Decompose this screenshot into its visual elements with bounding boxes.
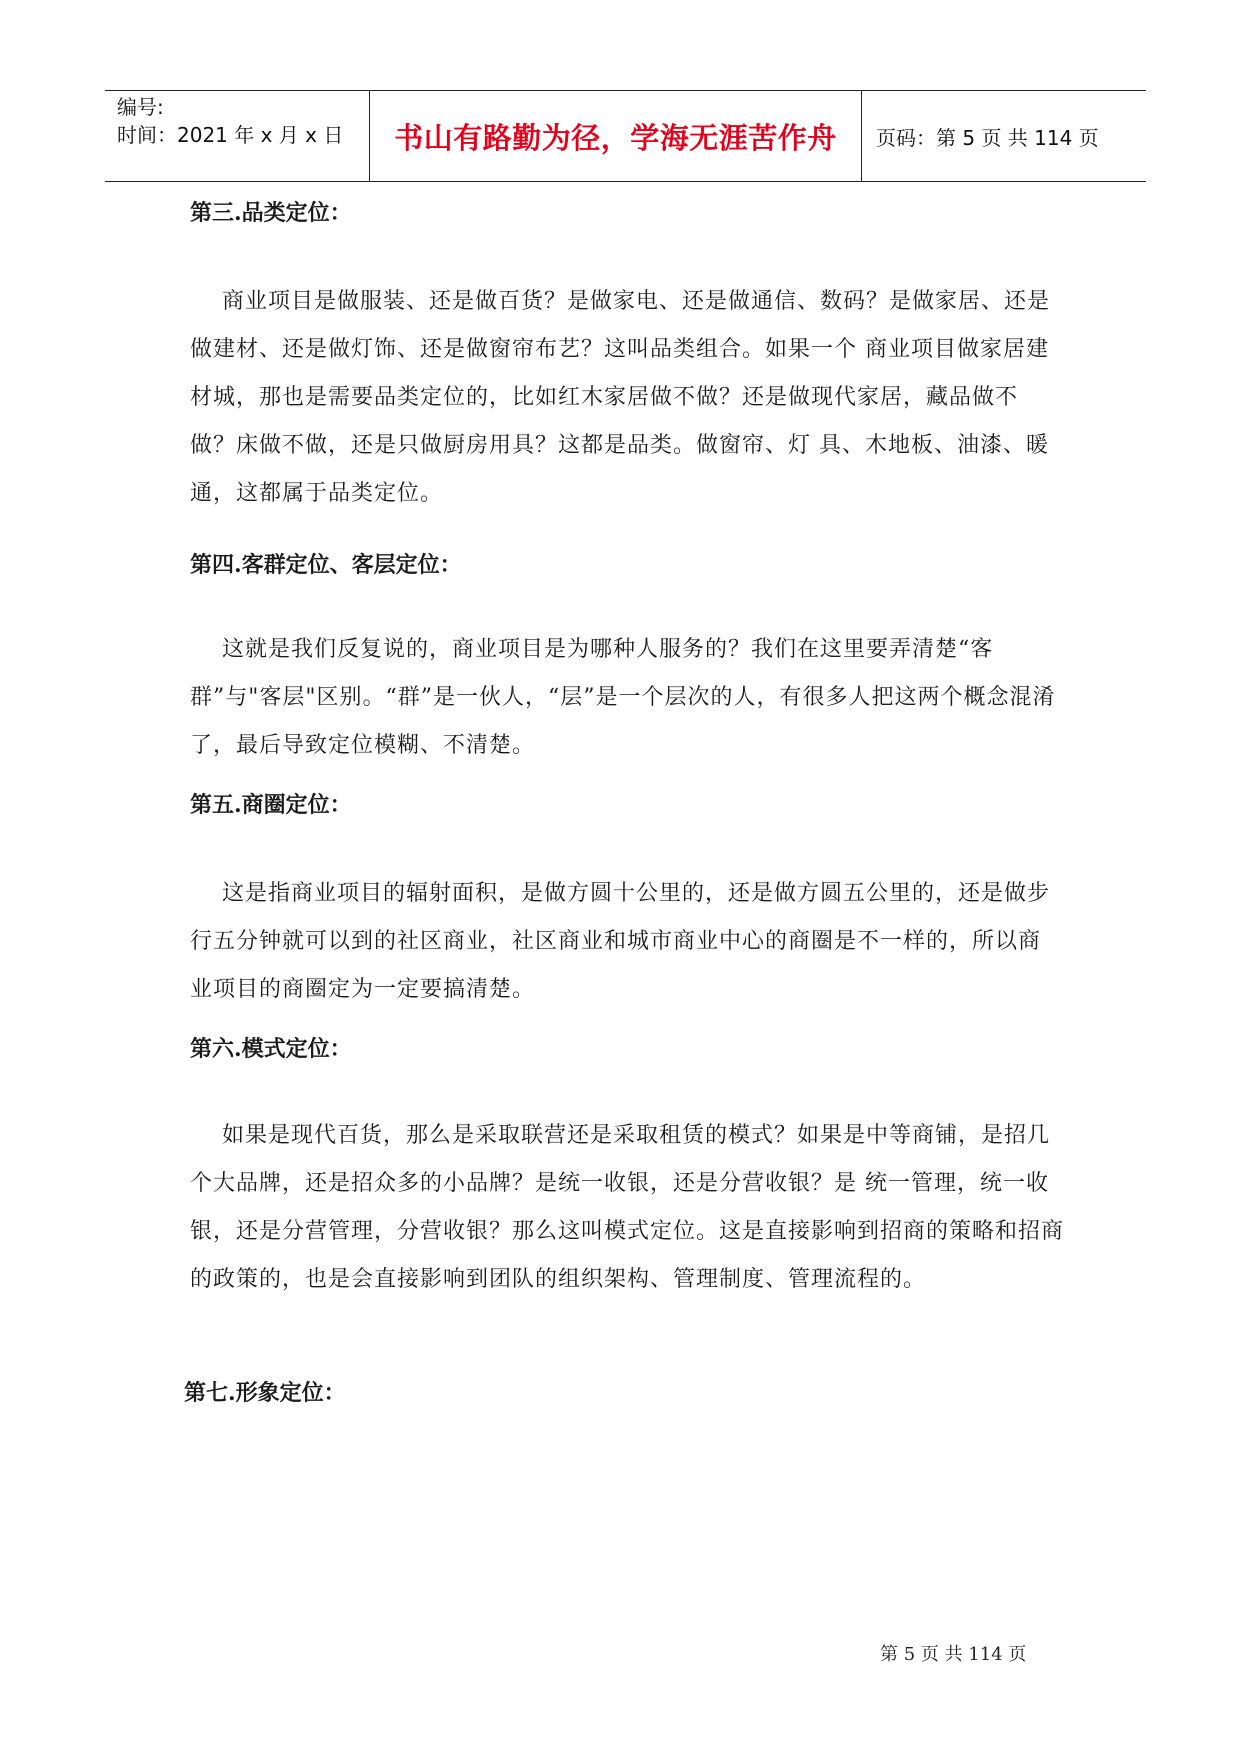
section-body: 商业项目是做服装、还是做百货？是做家电、还是做通信、数码？是做家居、还是做建材、还是做灯饰、还是做窗帘布艺？这叫品类组合。如果一个 商业项目做家居建材城，那也是需要品类定位的，比如红木家居做不做？还是做现代家居，藏品做不做？床做不做，还是只做厨房用具？这都是品类。做窗帘、灯 具、木地板、油漆、暖通，这都属于品类定位。 (190, 289, 1051, 506)
time-label: 时间：2021 年 x 月 x 日 (117, 123, 344, 147)
serial-label: 编号: (117, 95, 164, 119)
section-body: 这是指商业项目的辐射面积，是做方圆十公里的，还是做方圆五公里的，还是做步行五分钟就可以到的社区商业，社区商业和城市商业中心的商圈是不一样的，所以商业项目的商圈定为一定要搞清楚。 (190, 881, 1051, 1002)
section-heading: 第七.形象定位： (184, 1380, 346, 1406)
section-heading: 第三.品类定位： (190, 200, 352, 226)
section-body: 如果是现代百货，那么是采取联营还是采取租赁的模式？如果是中等商铺，是招几个大品牌，还是招众多的小品牌？是统一收银，还是分营收银？是 统一管理，统一收银，还是分营管理，分营收银？那么这叫模式定位。这是直接影响到招商的策略和招商的政策的，也是会直接影响到团队的组织架构、管理制度、管理流程的。 (190, 1123, 1065, 1292)
section-heading: 第四.客群定位、客层定位： (190, 552, 462, 578)
header-meta (105, 91, 370, 181)
header-page-code: 页码：第 5 页 共 114 页 (876, 125, 1099, 150)
header-motto: 书山有路勤为径，学海无涯苦作舟 (370, 91, 862, 181)
section-body: 这就是我们反复说的，商业项目是为哪种人服务的？我们在这里要弄清楚“客群”与"客层"区别。“群”是一伙人，“层”是一个层次的人，有很多人把这两个概念混淆了，最后导致定位模糊、不清楚。 (190, 637, 1056, 758)
page-footer: 第 5 页 共 114 页 (880, 1644, 1027, 1665)
page-header (105, 90, 1146, 182)
section-heading: 第五.商圈定位： (190, 792, 352, 818)
section-heading: 第六.模式定位： (190, 1036, 352, 1062)
